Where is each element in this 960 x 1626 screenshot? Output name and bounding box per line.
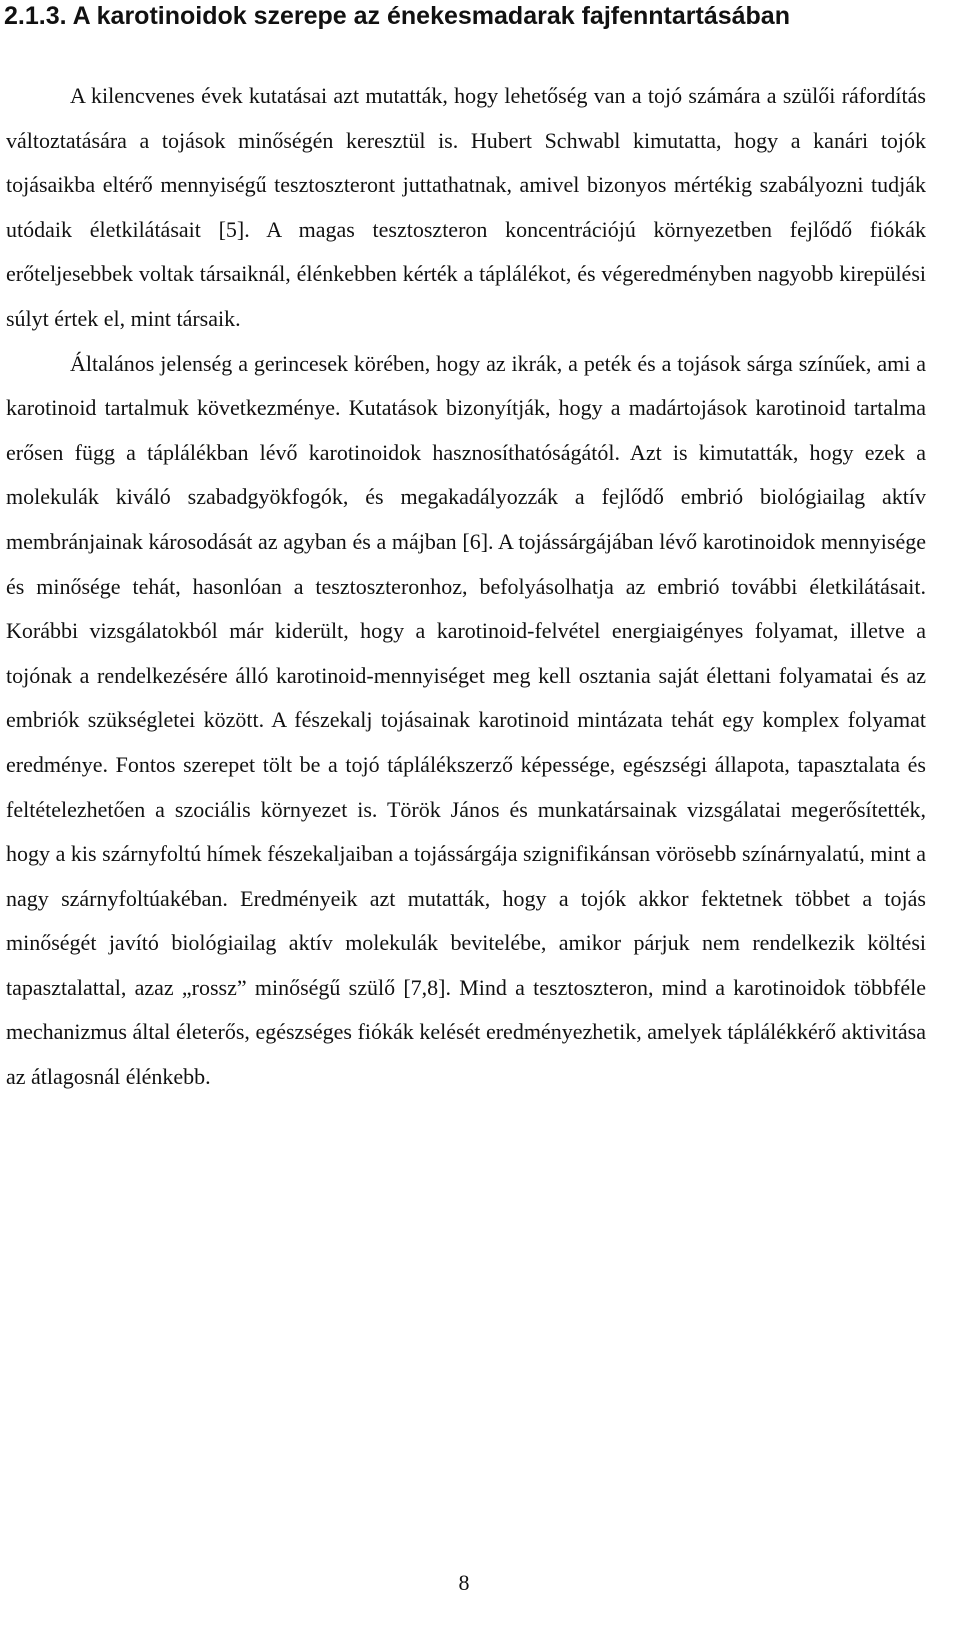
paragraph-carotenoids: Általános jelenség a gerincesek körében, hogy az ikrák, a peték és a tojások sárga színűek, ami a karotinoid tartalmuk következménye. Kutatások bizonyítják, hogy a madártojások karotinoid tartalma erősen függ a táplálékban lévő karotinoidok hasznosíthatóságától. Azt is kimutatták, hogy ezek a molekulák kiváló szabadgyökfogók, és megakadályozzák a fejlődő embrió biológiailag aktív membránjainak károsodását az agyban és a májban [6]. A tojássárgájában lévő karotinoidok mennyisége és minősége tehát, hasonlóan a tesztoszteronhoz, befolyásolhatja az embrió további életkilátásait. Korábbi vizsgálatokból már kiderült, hogy a karotinoid-felvétel energiaigényes folyamat, illetve a tojónak a rendelkezésére álló karotinoid-mennyiséget meg kell osztania saját élettani folyamatai és az embriók szükségletei között. A fészekalj tojásainak karotinoid mintázata tehát egy komplex folyamat eredménye. Fontos szerepet tölt be a tojó táplálékszerző képessége, egészségi állapota, tapasztalata és feltételezhetően a szociális környezet is. Török János és munkatársainak vizsgálatai megerősítették, hogy a kis szárnyfoltú hímek fészekaljaiban a tojássárgája szignifikánsan vörösebb színárnyalatú, mint a nagy szárnyfoltúakéban. Eredményeik azt mutatták, hogy a tojók akkor fektetnek többet a tojás minőségét javító biológiailag aktív molekulák bevitelébe, amikor párjuk nem rendelkezik költési tapasztalattal, azaz „rossz” minőségű szülő [7,8]. Mind a tesztoszteron, mind a karotinoidok többféle mechanizmus által életerős, egészséges fiókák kelését eredményezhetik, amelyek táplálékkérő aktivitása az átlagosnál élénkebb. bbox=[6, 350, 926, 1090]
paragraph-testosterone: A kilencvenes évek kutatásai azt mutatták, hogy lehetőség van a tojó számára a szülői ráfordítás változtatására a tojások minőségén keresztül is. Hubert Schwabl kimutatta, hogy a kanári tojók tojásaikba eltérő mennyiségű tesztoszteront juttathatnak, amivel bizonyos mértékig szabályozni tudják utódaik életkilátásait [5]. A magas tesztoszteron koncentrációjú környezetben fejlődő fiókák erőteljesebbek voltak társaiknál, élénkebben kérték a táplálékot, és végeredményben nagyobb kirepülési súlyt értek el, mint társaik. bbox=[6, 83, 926, 331]
body-text bbox=[6, 74, 926, 1100]
section-heading: 2.1.3. A karotinoidok szerepe az énekesmadarak fajfenntartásában bbox=[4, 2, 790, 30]
page-number: 8 bbox=[458, 1570, 470, 1595]
